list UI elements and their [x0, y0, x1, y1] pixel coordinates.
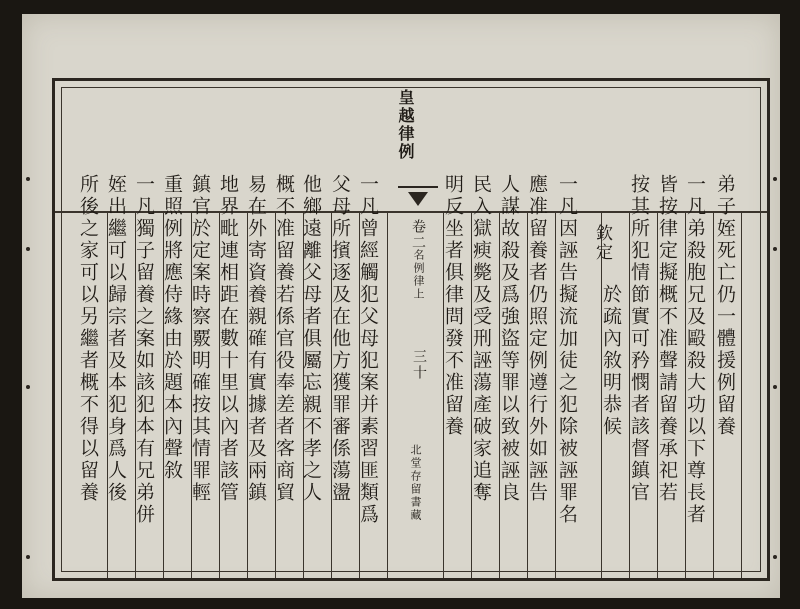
margin-dot	[26, 177, 30, 181]
imperial-heading: 欽定	[592, 224, 612, 262]
text-column: 概不准留養若係官役奉差者客商貿	[273, 174, 295, 504]
text-column: 民入獄瘐斃及受刑誣蕩產破家追奪	[470, 174, 492, 504]
text-column: 一凡弟殺胞兄及毆殺大功以下尊長者	[684, 174, 706, 526]
text-column: 鎮官於定案時察覈明確按其情罪輕	[189, 174, 211, 504]
text-column: 應准留養者仍照定例遵行外如誣告	[526, 174, 548, 504]
column-rule	[741, 211, 742, 578]
text-column: 所後之家可以另繼者概不得以留養	[77, 174, 99, 504]
text-column: 姪出繼可以歸宗者及本犯身爲人後	[105, 174, 127, 504]
margin-dot	[773, 385, 777, 389]
text-column: 按其所犯情節實可矜憫者該督鎮官	[628, 174, 650, 504]
text-column: 人謀故殺及爲強盜等罪以致被誣良	[498, 174, 520, 504]
text-column: 父母所擯逐及在他方獲罪審係蕩盪	[329, 174, 351, 504]
column-rule	[387, 211, 388, 578]
margin-dot	[773, 555, 777, 559]
text-column: 重照例將應侍緣由於題本內聲敘	[161, 174, 183, 482]
book-title: 皇越律例	[396, 89, 415, 161]
page-number: 三十	[411, 349, 427, 381]
text-column: 地界毗連相距在數十里以內者該管	[217, 174, 239, 504]
text-column: 弟子姪死亡仍一體援例留養	[714, 174, 736, 438]
text-column: 一凡因誣告擬流加徒之犯除被誣罪名	[556, 174, 578, 526]
press-mark: 北堂存留書藏	[409, 444, 422, 522]
text-column: 他鄉遠離父母者俱屬忘親不孝之人	[300, 174, 322, 504]
fish-tail-ornament	[398, 186, 438, 218]
text-column: 明反坐者俱律問發不准留養	[442, 174, 464, 438]
margin-dot	[773, 247, 777, 251]
text-column: 一凡獨子留養之案如該犯本有兄弟併	[133, 174, 155, 526]
text-column: 皆按律定擬概不准聲請留養承祀若	[656, 174, 678, 504]
margin-dot	[26, 247, 30, 251]
volume-label: 卷二	[410, 219, 426, 251]
text-column: 於疏內敘明恭候	[600, 284, 622, 438]
text-column: 一凡曾經觸犯父母犯案并素習匪類爲	[357, 174, 379, 526]
chapter-label: 名例律上	[412, 249, 425, 301]
margin-dot	[773, 177, 777, 181]
document-page	[22, 14, 780, 598]
text-column: 易在外寄資養親確有實據者及兩鎮	[245, 174, 267, 504]
margin-dot	[26, 385, 30, 389]
margin-dot	[26, 555, 30, 559]
